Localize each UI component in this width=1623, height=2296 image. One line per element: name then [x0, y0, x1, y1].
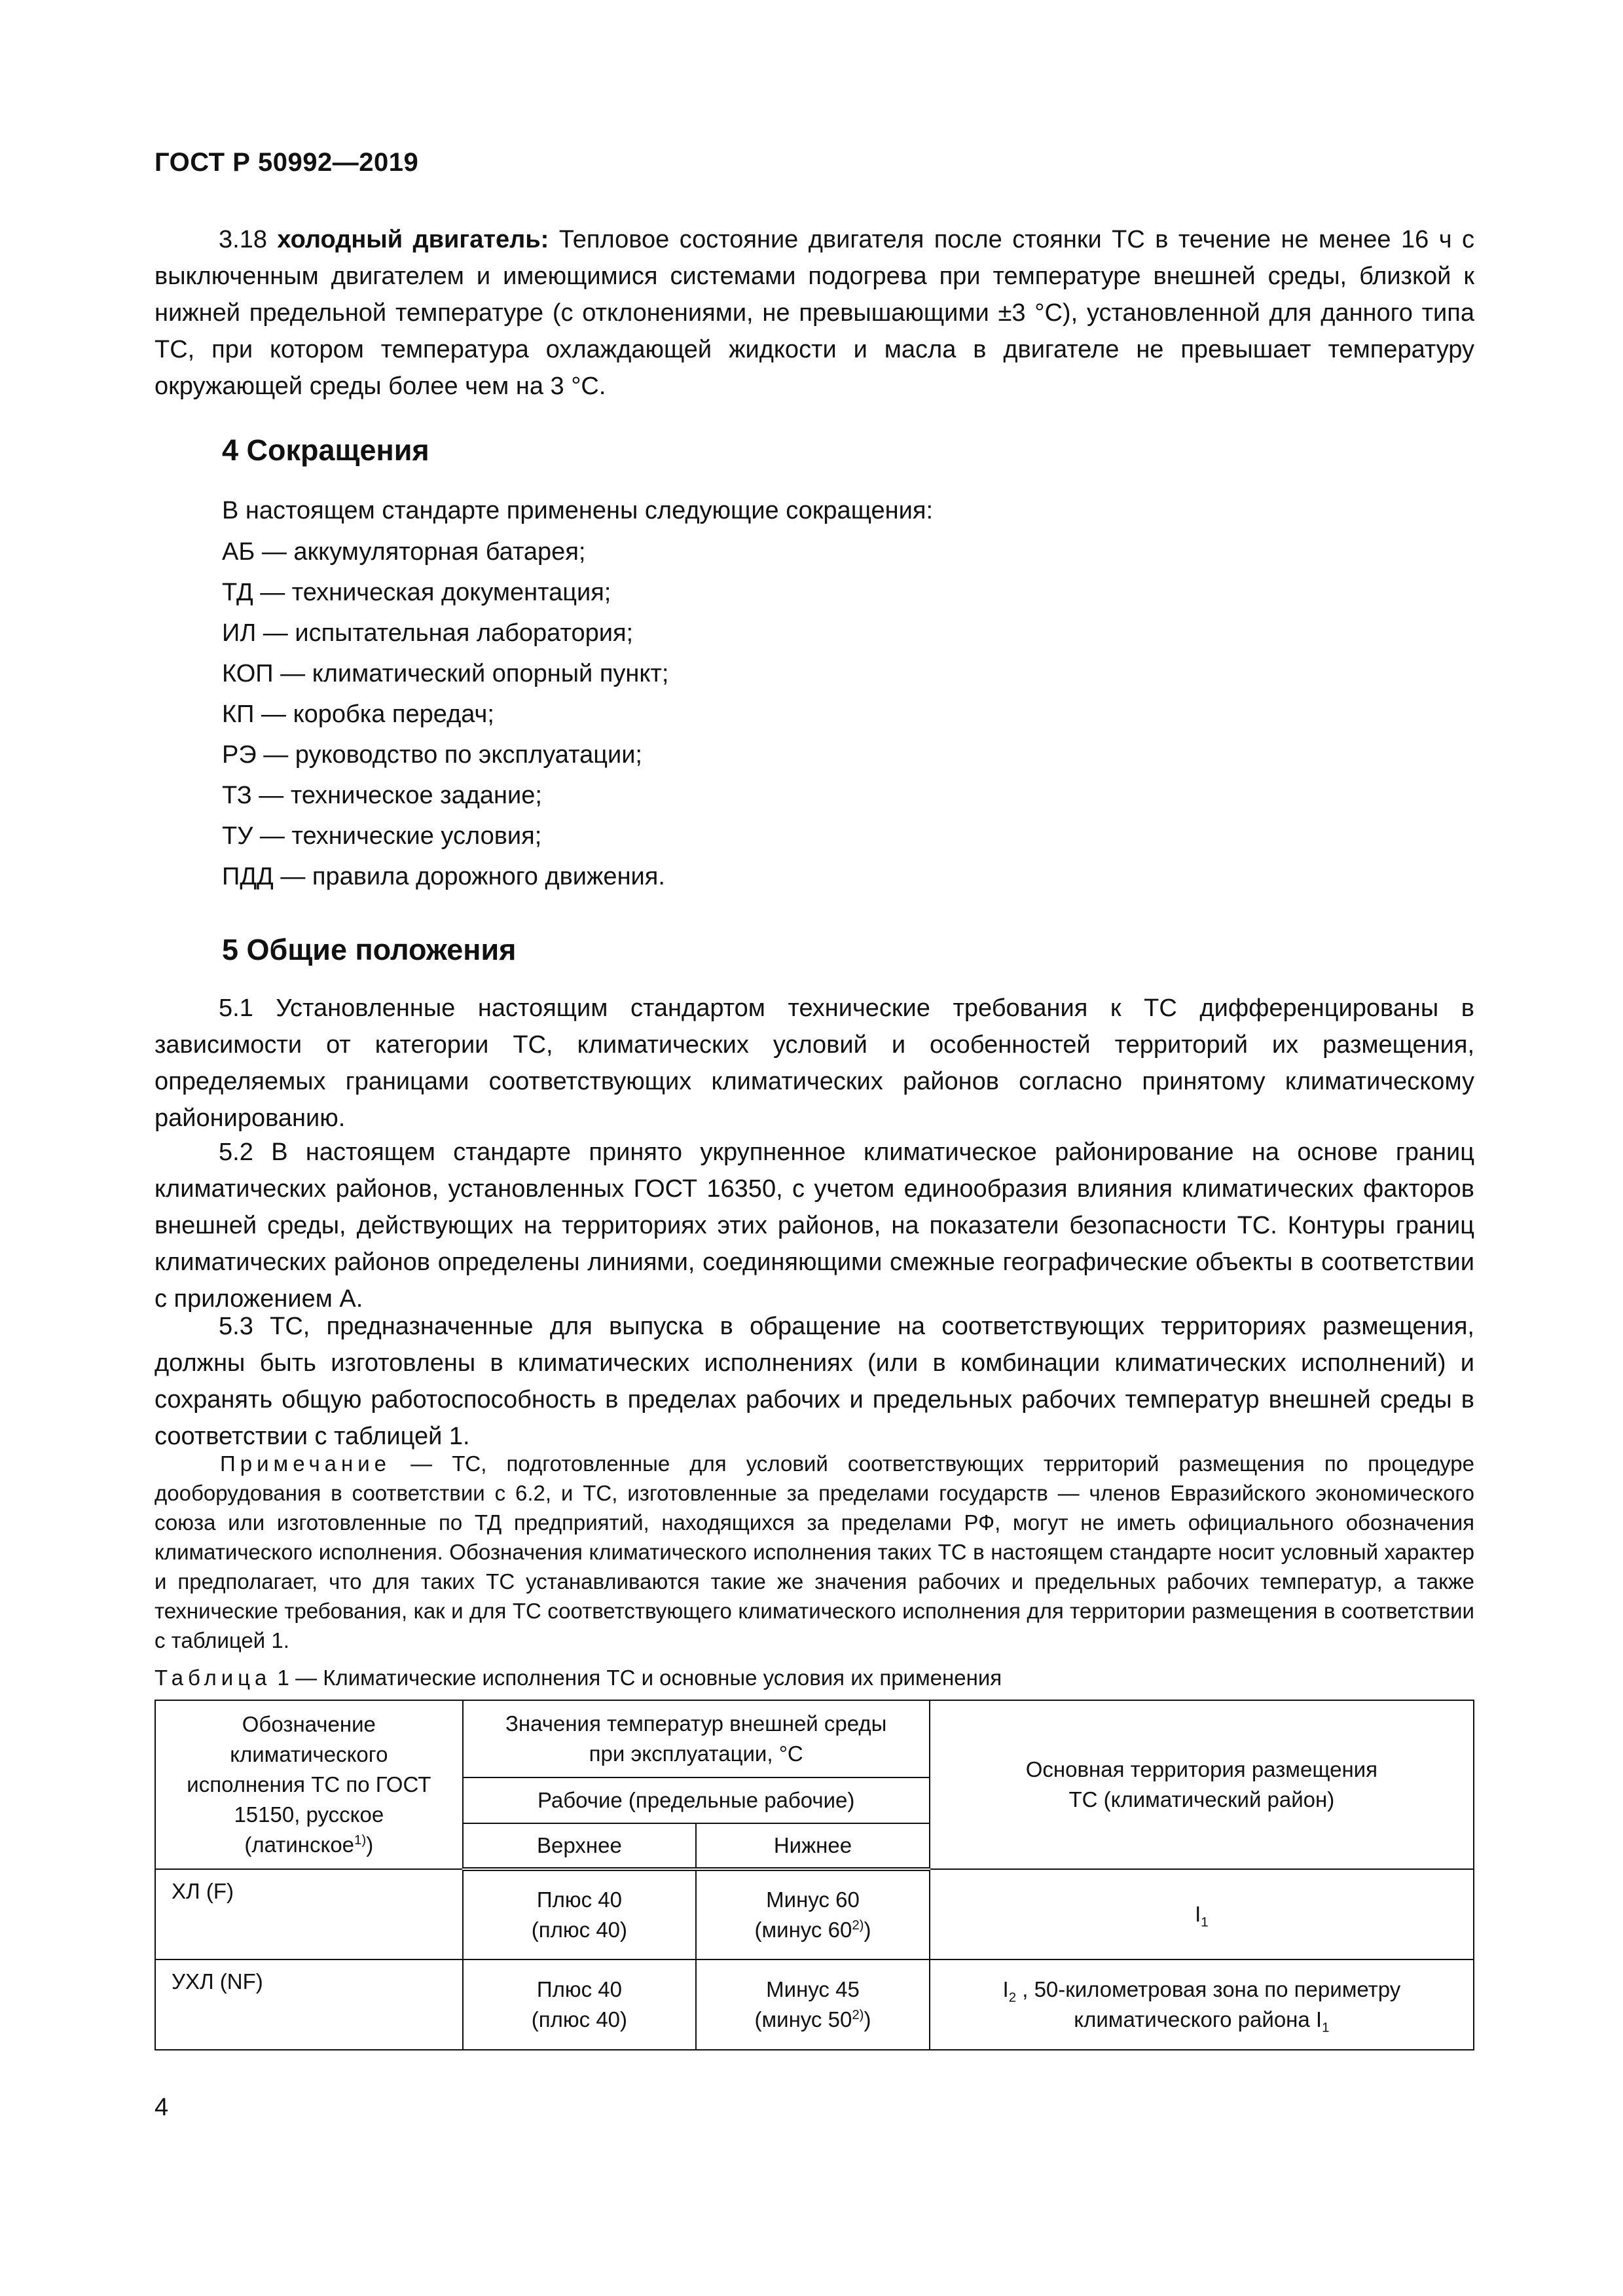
- cell-upper-limit: (плюс 40): [531, 1918, 628, 1942]
- footnote-mark: 2): [852, 2007, 864, 2022]
- table-row: [155, 1959, 1474, 2050]
- section-4-title: 4 Сокращения: [222, 433, 429, 467]
- abbreviation-item: ТЗ — техническое задание;: [222, 782, 542, 809]
- clause-5-2: [155, 1134, 1474, 1317]
- header-territory: Основная территория размещения ТС (климатический район): [930, 1700, 1474, 1869]
- cell-lower-limit: (минус 50$^{2)}$): [754, 2007, 871, 2032]
- abbreviations-intro: В настоящем стандарте применены следующие сокращения:: [222, 497, 934, 524]
- table-caption: [155, 1663, 1002, 1692]
- abbreviation-item: ТУ — технические условия;: [222, 822, 542, 850]
- cell-upper: [463, 1869, 697, 1959]
- note: [155, 1449, 1474, 1655]
- clause-5-1-text: 5.1 Установленные настоящим стандартом технические требования к ТС дифференцированы в зависимости от категории ТС, климатических условий и особенностей территорий их размещения, определяемых границами соответствующих климатических районов согласно принятому климатическому районированию.: [155, 994, 1474, 1132]
- header-designation-end: ): [366, 1832, 374, 1857]
- cell-designation: УХЛ (NF): [155, 1959, 463, 2050]
- abbreviation-item: ИЛ — испытательная лаборатория;: [222, 619, 634, 647]
- territory-code: I: [1195, 1902, 1201, 1926]
- cell-lower-limit-text: (минус 50: [754, 2007, 852, 2032]
- clause-5-1: [155, 990, 1474, 1137]
- footnote-mark: 2): [852, 1918, 864, 1933]
- note-text: — ТС, подготовленные для условий соответствующих территорий размещения по процедуре дооборудования в соответствии с 6.2, и ТС, изготовленные за пределами государств — членов Евразийского экономического союза или изготовленные по ТД предприятий, находящихся за пределами РФ, могут не иметь официального обозначения климатического исполнения. Обозначения климатического исполнения таких ТС в настоящем стандарте носит условный характер и предполагает, что для таких ТС устанавливаются такие же значения рабочих и предельных рабочих температур, а также технические требования, как и для ТС соответствующего климатического исполнения для территории размещения в соответствии с таблицей 1.: [155, 1451, 1474, 1652]
- note-label: Примечание: [220, 1451, 392, 1476]
- clause-3-18: [155, 221, 1474, 405]
- clause-5-3: [155, 1308, 1474, 1455]
- abbreviation-item: ПДД — правила дорожного движения.: [222, 863, 665, 890]
- cell-lower: [696, 1959, 930, 2050]
- header-temperatures: Значения температур внешней среды при эксплуатации, °С: [463, 1700, 930, 1777]
- clause-5-2-text: 5.2 В настоящем стандарте принято укрупненное климатическое районирование на основе границ климатических районов, установленных ГОСТ 16350, с учетом единообразия влияния климатических факторов внешней среды, действующих на территориях этих районов, на показатели безопасности ТС. Контуры границ климатических районов определены линиями, соединяющими смежные географические объекты в соответствии с приложением А.: [155, 1139, 1474, 1313]
- territory-subscript: 2: [1008, 1990, 1017, 2005]
- territory-text: , 50-километровая зона по периметру: [1016, 1977, 1401, 2001]
- climate-table: [155, 1700, 1474, 2050]
- clause-text-start: Тепловое состояние двигателя после стоянки ТС в течение не менее: [549, 226, 1391, 253]
- territory-text-line2: климатического района I: [1074, 2007, 1322, 2032]
- clause-number: 3.18: [219, 226, 267, 253]
- cell-lower-value: Минус 45: [766, 1977, 860, 2001]
- cell-lower-limit-text: (минус 60: [754, 1918, 852, 1942]
- territory-subscript: 1: [1201, 1914, 1209, 1930]
- header-designation: [155, 1700, 463, 1869]
- header-lower: Нижнее: [696, 1823, 930, 1869]
- section-5-title: 5 Общие положения: [222, 933, 517, 966]
- footnote-mark: 1): [354, 1832, 367, 1848]
- table-caption-text: 1 — Климатические исполнения ТС и основные условия их применения: [271, 1666, 1002, 1690]
- cell-lower: [696, 1869, 930, 1959]
- table-row: [155, 1869, 1474, 1959]
- header-upper: Верхнее: [463, 1823, 697, 1869]
- cell-designation: ХЛ (F): [155, 1869, 463, 1959]
- cell-territory: [930, 1959, 1474, 2050]
- cell-upper: [463, 1959, 697, 2050]
- cell-territory: [930, 1869, 1474, 1959]
- abbreviation-item: ТД — техническая документация;: [222, 579, 611, 606]
- cell-lower-limit: (минус 60$^{2)}$): [754, 1918, 871, 1942]
- document-header: ГОСТ Р 50992—2019: [155, 148, 419, 177]
- clause-text: 16 ч с выключенным двигателем и имеющимися системами подогрева при температуре внешней среды, близкой к нижней предельной температуре (с отклонениями, не превышающими ±3 °C), установленной для данного типа ТС, при котором температура охлаждающей жидкости и масла в двигателе не превышает температуру окружающей среды более чем на 3 °C.: [155, 226, 1474, 400]
- territory-subscript: 1: [1322, 2020, 1330, 2035]
- header-working: Рабочие (предельные рабочие): [463, 1777, 930, 1823]
- abbreviation-item: АБ — аккумуляторная батарея;: [222, 538, 586, 566]
- abbreviation-item: КП — коробка передач;: [222, 701, 494, 728]
- cell-upper-value: Плюс 40: [536, 1887, 622, 1912]
- cell-upper-limit: (плюс 40): [531, 2007, 628, 2032]
- term-cold-engine: холодный двигатель:: [277, 226, 549, 253]
- abbreviation-item: РЭ — руководство по эксплуатации;: [222, 741, 642, 769]
- clause-5-3-text: 5.3 ТС, предназначенные для выпуска в обращение на соответствующих территориях размещения, должны быть изготовлены в климатических исполнениях (или в комбинации климатических исполнений) и сохранять общую работоспособность в пределах рабочих и предельных рабочих температур внешней среды в соответствии с таблицей 1.: [155, 1313, 1474, 1450]
- cell-upper-value: Плюс 40: [536, 1977, 622, 2001]
- abbreviation-item: КОП — климатический опорный пункт;: [222, 660, 669, 687]
- cell-lower-value: Минус 60: [766, 1887, 860, 1912]
- header-designation-text: Обозначение климатического исполнения ТС по ГОСТ 15150, русское (латинское: [187, 1712, 431, 1857]
- table-caption-label: Таблица: [155, 1666, 272, 1690]
- page-number: 4: [155, 2094, 169, 2121]
- territory-code: I: [1002, 1977, 1009, 2001]
